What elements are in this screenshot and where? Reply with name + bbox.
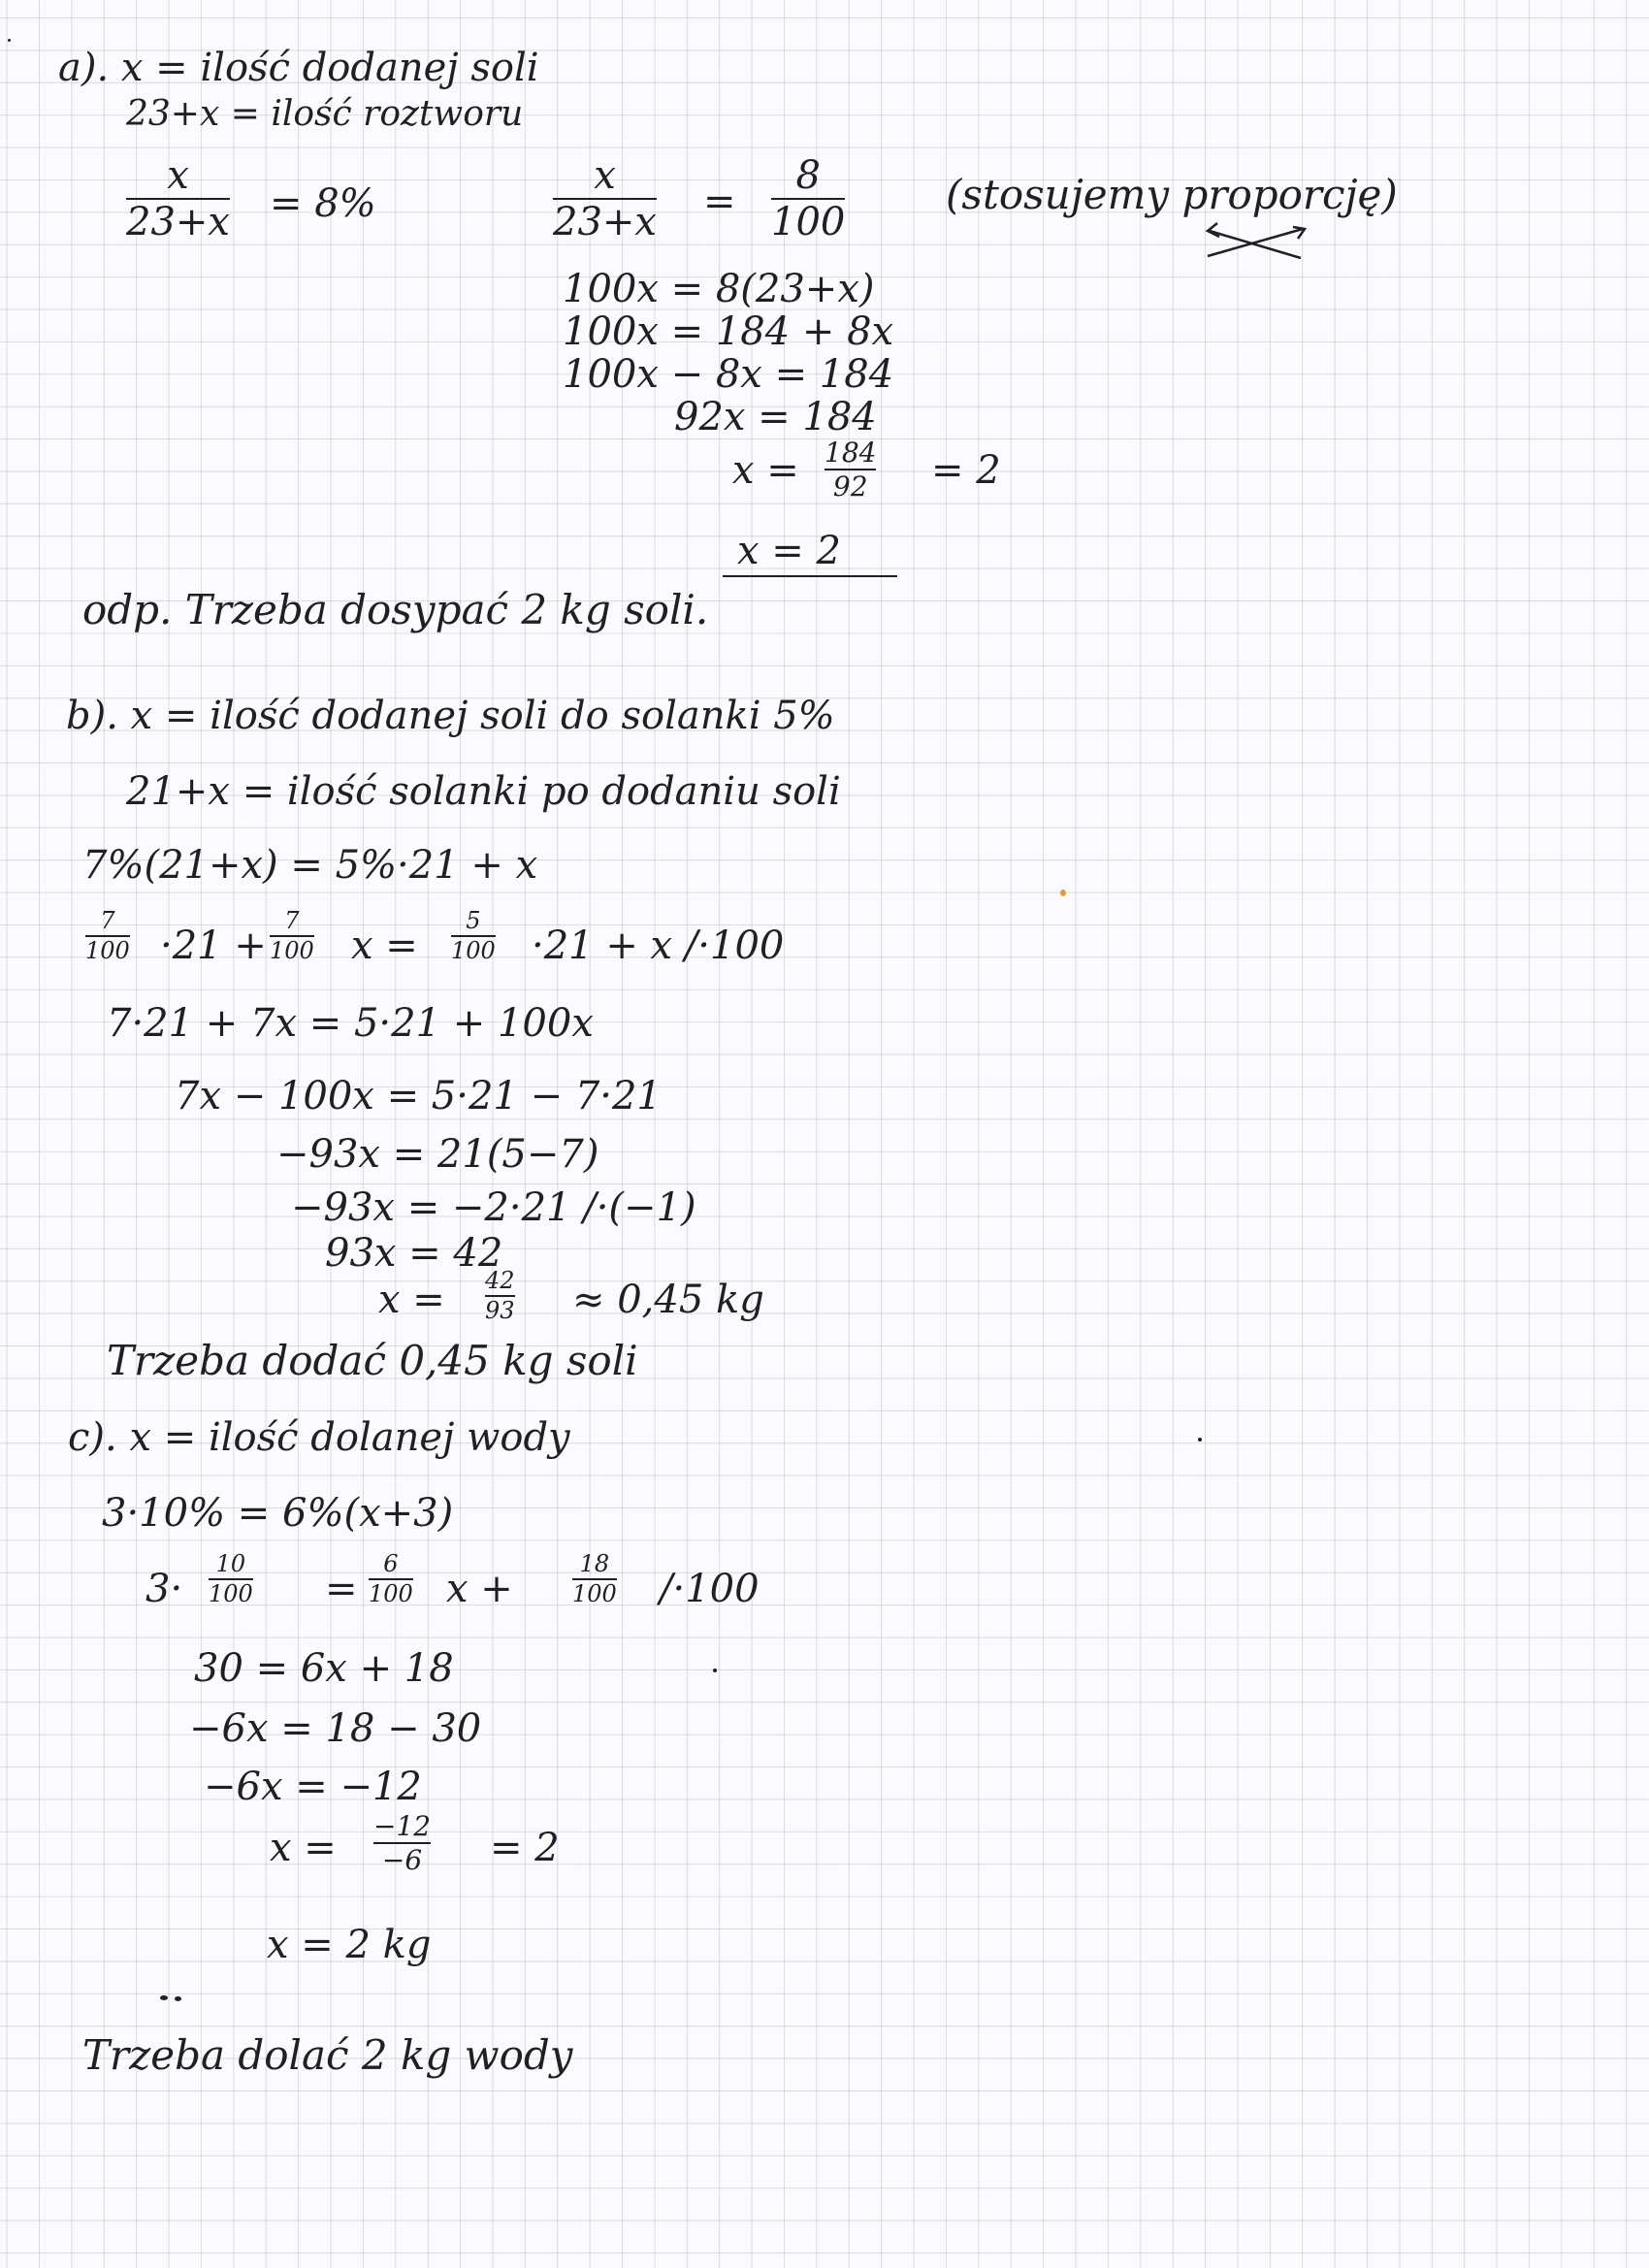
b-step2-t3: ·21 + x /·100 [532, 923, 785, 968]
b-step8-fraction [485, 1269, 515, 1323]
c-line1: c). x = ilość dolanej wody [68, 1415, 570, 1460]
a-eq2-rfraction [771, 155, 845, 243]
b-step3: 7·21 + 7x = 5·21 + 100x [107, 1001, 594, 1046]
a-step2: 100x = 184 + 8x [563, 309, 894, 354]
c-step7: x = 2 kg [267, 1923, 432, 1967]
c-step2-n2: 6 [383, 1550, 399, 1577]
c-step4: −6x = 18 − 30 [189, 1706, 482, 1751]
b-step2-frac2 [270, 909, 314, 963]
b-step8-num: 42 [485, 1267, 515, 1294]
b-step2-n3: 5 [466, 907, 481, 934]
ink-speck [8, 39, 11, 42]
b-line2: 21+x = ilość solanki po dodaniu soli [126, 769, 841, 814]
ink-speck [713, 1669, 717, 1672]
a-eq1-fraction [126, 155, 230, 243]
a-eq2-num: x [594, 153, 616, 198]
a-eq2-rnum: 8 [795, 153, 821, 198]
c-answer: Trzeba dolać 2 kg wody [82, 2031, 573, 2079]
c-step6-num: −12 [373, 1810, 432, 1842]
a-answer: odp. Trzeba dosypać 2 kg soli. [82, 586, 709, 633]
a-proportion-note: (stosujemy proporcję) [946, 171, 1398, 218]
cross-multiply-arrows-icon [1198, 221, 1314, 264]
a-eq2-lfraction [553, 155, 657, 243]
a-line1: a). x = ilość dodanej soli [58, 46, 539, 90]
a-step3: 100x − 8x = 184 [563, 352, 894, 397]
c-step2-frac3 [572, 1552, 617, 1606]
c-step6-fraction [373, 1812, 431, 1875]
b-step4: 7x − 100x = 5·21 − 7·21 [175, 1074, 662, 1118]
paper-speck [1060, 890, 1066, 896]
b-step2-d3: 100 [451, 937, 496, 965]
b-line1: b). x = ilość dodanej soli do solanki 5% [66, 694, 835, 738]
c-step2-d2: 100 [369, 1580, 413, 1608]
b-step6: −93x = −2·21 /·(−1) [291, 1185, 696, 1230]
a-step5-fraction [824, 438, 876, 502]
c-step2-d1: 100 [209, 1580, 253, 1608]
a-step4: 92x = 184 [674, 395, 877, 439]
c-step2-t3: /·100 [660, 1567, 760, 1611]
c-step2-frac2 [369, 1552, 413, 1606]
b-step2-d1: 100 [85, 937, 130, 965]
a-step5-den: 92 [832, 470, 868, 503]
c-step2-t2: x + [446, 1567, 513, 1611]
b-step8-rhs: ≈ 0,45 kg [572, 1278, 764, 1322]
b-step2-d2: 100 [270, 937, 314, 965]
c-step2-n3: 18 [579, 1550, 610, 1577]
ink-speck [175, 1996, 181, 2001]
b-step7: 93x = 42 [325, 1231, 503, 1276]
b-step2-n2: 7 [284, 907, 300, 934]
b-step8-den: 93 [485, 1297, 515, 1325]
b-step2-frac3 [451, 909, 496, 963]
a-step5-lhs: x = [732, 448, 799, 493]
a-result-underline [723, 575, 897, 577]
b-answer: Trzeba dodać 0,45 kg soli [107, 1337, 638, 1384]
b-step2-t1: ·21 + [160, 923, 267, 968]
a-eq2-equals: = [703, 179, 736, 224]
a-eq1-rhs: = 8% [270, 181, 376, 226]
b-step1: 7%(21+x) = 5%·21 + x [82, 843, 538, 888]
a-eq2-rden: 100 [771, 200, 846, 244]
c-step6-lhs: x = [270, 1826, 337, 1870]
a-eq1-den: 23+x [126, 200, 230, 244]
c-step2-frac1 [209, 1552, 253, 1606]
c-step1: 3·10% = 6%(x+3) [102, 1491, 454, 1536]
a-step5-num: 184 [824, 437, 877, 469]
c-step3: 30 = 6x + 18 [194, 1646, 454, 1691]
b-step2-n1: 7 [100, 907, 115, 934]
a-result: x = 2 [737, 529, 841, 573]
c-step2-n1: 10 [215, 1550, 246, 1577]
ink-speck [160, 1995, 168, 2000]
a-eq2-den: 23+x [553, 200, 657, 244]
c-step6-den: −6 [381, 1844, 423, 1877]
ink-speck [1198, 1438, 1202, 1442]
c-step2-d3: 100 [572, 1580, 617, 1608]
a-step5-rhs: = 2 [931, 448, 1001, 493]
b-step5: −93x = 21(5−7) [276, 1132, 599, 1177]
a-eq1-num: x [167, 153, 189, 198]
a-line2: 23+x = ilość roztworu [126, 94, 524, 134]
a-step1: 100x = 8(23+x) [563, 267, 875, 311]
b-step8-lhs: x = [378, 1278, 445, 1322]
c-step2-t1: = [325, 1567, 358, 1611]
c-step6-rhs: = 2 [490, 1826, 560, 1870]
b-step2-t2: x = [351, 923, 418, 968]
c-step2-lead: 3· [146, 1567, 183, 1611]
c-step5: −6x = −12 [204, 1765, 422, 1809]
b-step2-frac1 [85, 909, 130, 963]
